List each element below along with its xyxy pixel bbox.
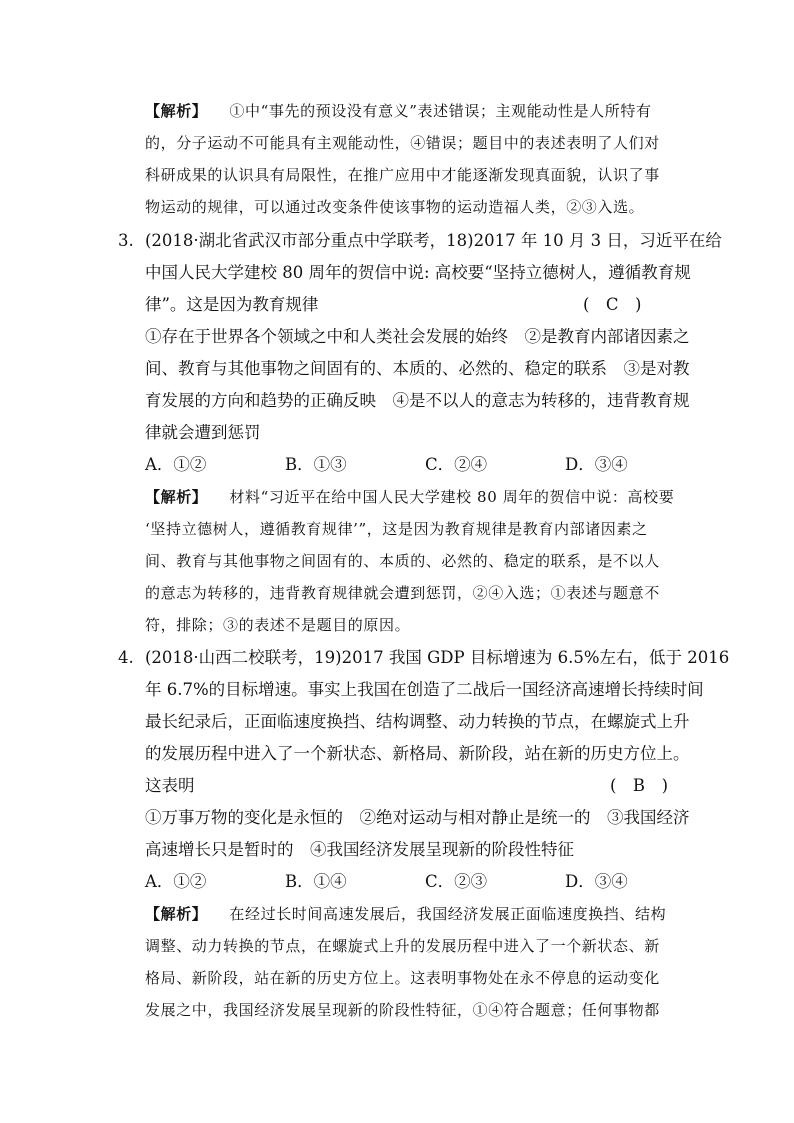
question-4-option-c: C．②③ [425, 872, 488, 891]
question-3-option-a: A．①② [145, 455, 207, 474]
q2-analysis-line-3: 科研成果的认识具有局限性，在推广应用中才能逐渐发现真面貌，认识了事 [145, 166, 660, 184]
question-4-option-d: D．③④ [565, 872, 628, 891]
question-4-stem-line-5: 这表明 [145, 776, 195, 795]
question-4-stem-line-1: (2018·山西二校联考，19)2017 我国 GDP 目标增速为 6.5%左右，低于 2016 [145, 648, 730, 667]
question-3-stem-line-2: 中国人民大学建校 80 周年的贺信中说: 高校要“坚持立德树人，遵循教育规 [145, 263, 691, 282]
question-4-option-b: B．①④ [285, 872, 347, 891]
question-4-stem-line-3: 最长纪录后，正面临速度换挡、结构调整、动力转换的节点，在螺旋式上升 [145, 712, 690, 731]
q2-analysis-line-1 [145, 101, 652, 121]
analysis-label: 【解析】 [145, 102, 208, 120]
analysis-label: 【解析】 [145, 905, 208, 923]
question-3-analysis-line-4: 的意志为转移的，违背教育规律就会遭到惩罚，②④入选；①表述与题意不 [145, 584, 660, 602]
q2-analysis-line-4: 物运动的规律，可以通过改变条件使该事物的运动造福人类，②③入选。 [145, 198, 645, 216]
q2-analysis-line-2: 的，分子运动不可能具有主观能动性，④错误；题目中的表述表明了人们对 [145, 134, 660, 152]
question-3-stem-line-1: (2018·湖北省武汉市部分重点中学联考，18)2017 年 10 月 3 日，习近平在给 [145, 231, 722, 250]
analysis-label: 【解析】 [145, 488, 208, 506]
question-3-statement-line-1: ①存在于世界各个领域之中和人类社会发展的始终 ②是教育内部诸因素之 [145, 327, 690, 346]
question-3-option-b: B．①③ [285, 455, 347, 474]
question-4-number: 4. [118, 648, 134, 667]
question-3-statement-line-2: 间、教育与其他事物之间固有的、本质的、必然的、稳定的联系 ③是对教 [145, 359, 690, 378]
analysis-text: ①中“事先的预设没有意义”表述错误；主观能动性是人所特有 [229, 102, 652, 120]
question-4-stem-line-4: 的发展历程中进入了一个新状态、新格局、新阶段，站在新的历史方位上。 [145, 744, 690, 763]
question-3-analysis-line-2: ‘坚持立德树人，遵循教育规律’”，这是因为教育规律是教育内部诸因素之 [145, 520, 648, 538]
question-3-statement-line-3: 育发展的方向和趋势的正确反映 ④是不以人的意志为转移的，违背教育规 [145, 391, 690, 410]
question-4-analysis-line-4: 发展之中，我国经济发展呈现新的阶段性特征，①④符合题意；任何事物都 [145, 1001, 660, 1019]
question-4-statement-line-2: 高速增长只是暂时的 ④我国经济发展呈现新的阶段性特征 [145, 840, 574, 859]
question-4-analysis-line-1 [145, 904, 666, 924]
question-4-stem-line-2: 年 6.7%的目标增速。事实上我国在创造了二战后一国经济高速增长持续时间 [145, 680, 704, 699]
analysis-text: 在经过长时间高速发展后，我国经济发展正面临速度换挡、结构 [229, 905, 667, 923]
question-3-option-d: D．③④ [565, 455, 628, 474]
question-3-analysis-line-3: 间、教育与其他事物之间固有的、本质的、必然的、稳定的联系，是不以人 [145, 552, 660, 570]
question-3-answer: ( C ) [583, 295, 642, 314]
question-3-statement-line-4: 律就会遭到惩罚 [145, 423, 261, 442]
question-4-analysis-line-2: 调整、动力转换的节点，在螺旋式上升的发展历程中进入了一个新状态、新 [145, 937, 660, 955]
question-4-analysis-line-3: 格局、新阶段，站在新的历史方位上。这表明事物处在永不停息的运动变化 [145, 969, 660, 987]
question-4-statement-line-1: ①万事万物的变化是永恒的 ②绝对运动与相对静止是统一的 ③我国经济 [145, 808, 690, 827]
analysis-text: 材料“习近平在给中国人民大学建校 80 周年的贺信中说：高校要 [229, 488, 675, 506]
question-3-analysis-line-5: 符，排除；③的表述不是题目的原因。 [145, 616, 411, 634]
question-4-answer: ( B ) [610, 776, 668, 795]
question-3-option-c: C．②④ [425, 455, 488, 474]
question-4-option-a: A．①② [145, 872, 207, 891]
question-3-stem-line-3: 律”。这是因为教育规律 [145, 295, 319, 314]
question-3-number: 3. [118, 231, 134, 250]
question-3-analysis-line-1 [145, 487, 674, 507]
